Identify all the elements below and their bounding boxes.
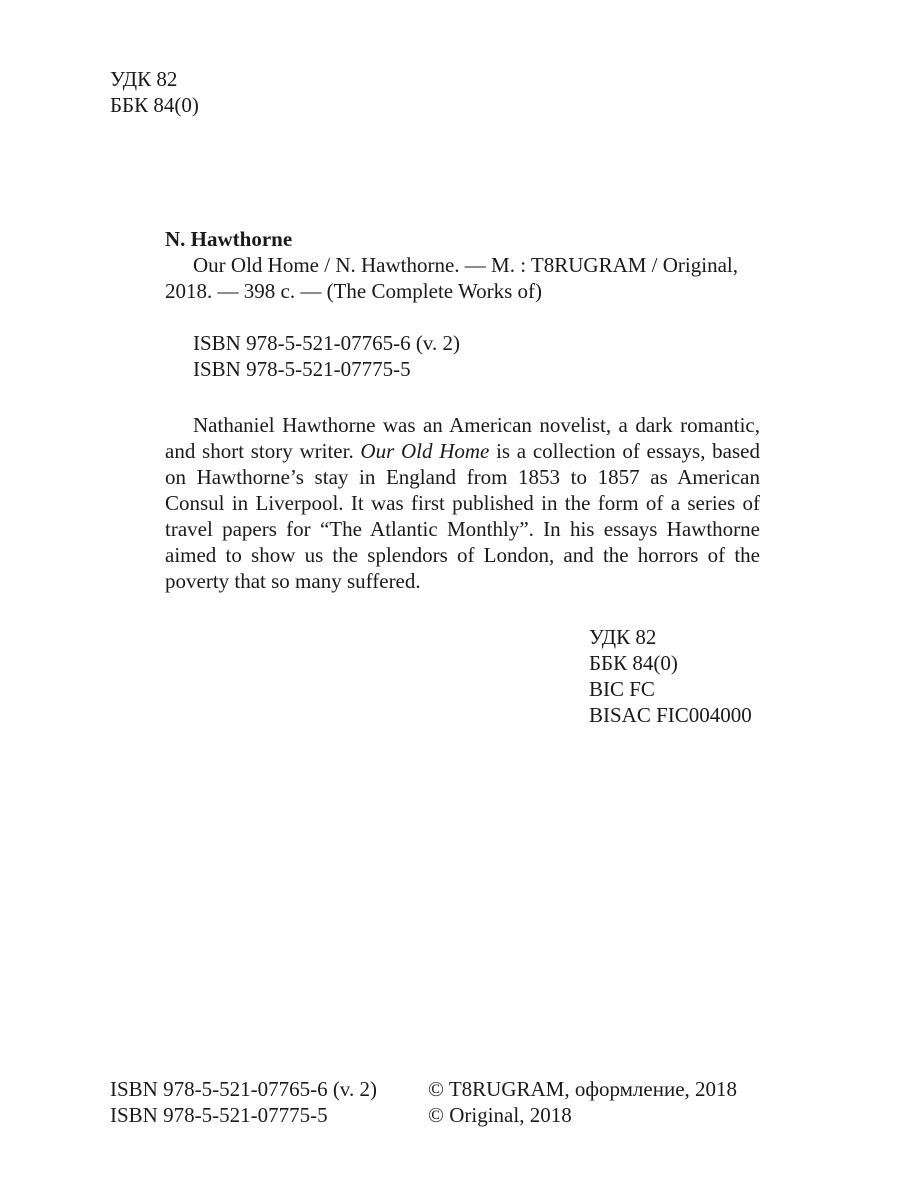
udk-code: УДК 82 <box>110 67 178 91</box>
bottom-isbn-volume: ISBN 978-5-521-07765-6 (v. 2) <box>110 1077 377 1101</box>
biblio-line-1: Our Old Home / N. Hawthorne. — M. : T8RUGRAM / Original, <box>193 253 738 277</box>
top-classification-codes <box>110 66 199 118</box>
bottom-isbn-set: ISBN 978-5-521-07775-5 <box>110 1103 328 1127</box>
bbk-code: ББК 84(0) <box>110 93 199 117</box>
isbn-block <box>193 330 460 382</box>
bbk-code-right: ББК 84(0) <box>589 651 678 675</box>
bic-code: BIC FC <box>589 677 655 701</box>
isbn-set: ISBN 978-5-521-07775-5 <box>193 357 411 381</box>
copyright-publisher: © T8RUGRAM, оформление, 2018 <box>428 1077 738 1101</box>
right-classification-codes <box>589 624 752 728</box>
bibliographic-record <box>165 226 760 304</box>
biblio-line-2: 2018. — 398 c. — (The Complete Works of) <box>165 279 543 303</box>
copyright-notices <box>428 1076 737 1128</box>
copyright-original: © Original, 2018 <box>428 1103 572 1127</box>
udk-code-right: УДК 82 <box>589 625 657 649</box>
annotation-text-1: Nathaniel Hawthorne was an American novelist, a dark romantic, and short story writer. <box>165 413 760 463</box>
isbn-volume: ISBN 978-5-521-07765-6 (v. 2) <box>193 331 460 355</box>
author-name: N. Hawthorne <box>165 227 293 251</box>
bisac-code: BISAC FIC004000 <box>589 703 752 727</box>
annotation-paragraph <box>165 412 760 594</box>
annotation-book-title: Our Old Home <box>360 439 490 463</box>
annotation-text-2: is a collection of essays, based on Hawthorne’s stay in England from 1853 to 1857 as American Consul in Liverpool. It was first published in the form of a series of travel papers for “The Atlantic Monthly”. In his essays Hawthorne aimed to show us the splendors of London, and the horrors of the poverty that so many suffered. <box>165 439 761 593</box>
bottom-isbn-list <box>110 1076 377 1128</box>
